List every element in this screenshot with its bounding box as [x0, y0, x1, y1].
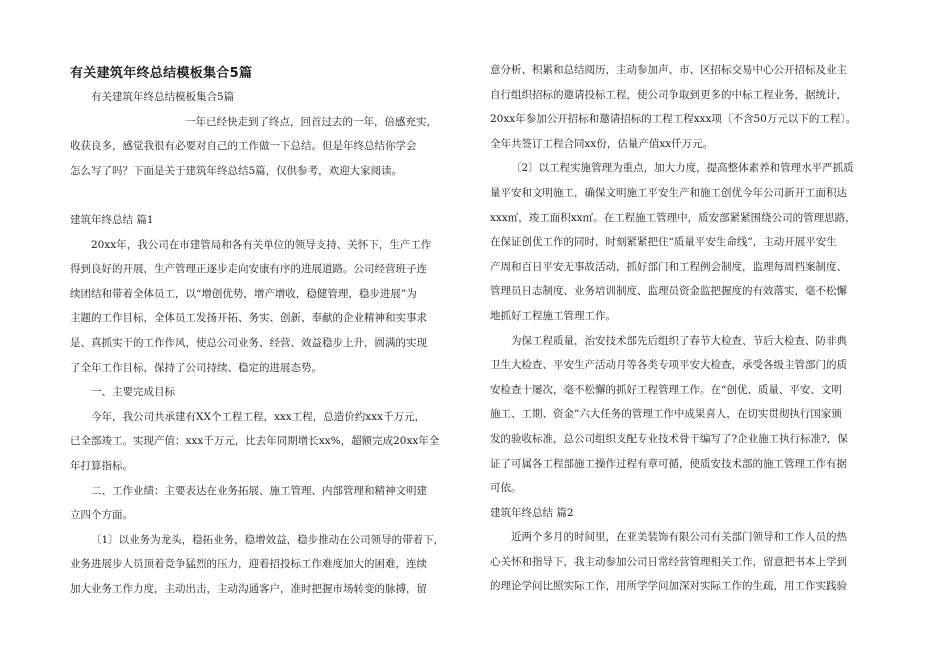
text-line: 续团结和带着全体员工，以“增创优势，增产增收，稳健管理，稳步进展”为	[70, 287, 417, 300]
text-line: 管理员日志制度、业务培训制度、监理员资金监把握度的有效落实，毫不松懈	[490, 285, 847, 298]
text-line: 量平安和文明施工，确保文明施工平安生产和施工创优今年公司新开工面积达	[490, 186, 847, 199]
text-line: 立四个方面。	[70, 509, 133, 522]
text-line: 怎么写了吗？下面是关于建筑年终总结5篇，仅供参考，欢迎大家阅读。	[70, 164, 403, 177]
text-line: 业务进展步人员顶着竞争猛烈的压力，迎着招投标工作难度加大的困难，连续	[70, 558, 427, 571]
text-line: 为保工程质量，治安技术部先后组织了春节大检查、节后大检查、防非典	[511, 334, 847, 347]
text-line: 了全年工作目标，保持了公司持续、稳定的进展态势。	[70, 361, 322, 374]
text-line: 年打算指标。	[70, 459, 133, 472]
document-title: 有关建筑年终总结模板集合5篇	[70, 66, 253, 81]
text-line: xxx㎡，竣工面积xx㎡。在工程施工管理中，质安部紧紧围绕公司的管理思路，	[490, 211, 856, 224]
left-text-block	[70, 85, 462, 601]
text-line: 二、工作业绩：主要表达在业务拓展、施工管理、内部管理和精神文明建	[91, 484, 427, 497]
text-line: 〔1〕以业务为龙头，稳拓业务，稳增效益，稳步推动在公司领导的带着下，	[91, 533, 445, 546]
left-column	[70, 58, 462, 601]
text-line: 一、主要完成目标	[91, 386, 175, 399]
right-text-block	[490, 58, 882, 599]
text-line: 意分析、积累和总结阅历，主动参加声、市、区招标交易中心公开招标及业主	[490, 64, 847, 76]
text-line: 可依。	[490, 482, 522, 495]
text-line: 20xx年参加公开招标和邀请招标的工程工程xxx项〔不含50万元以下的工程〕。	[490, 113, 857, 126]
right-column	[490, 58, 882, 599]
text-line: 建筑年终总结 篇1	[70, 213, 154, 226]
text-line: 产周和百日平安无事故活动，抓好部门和工程例会制度，监理每周档案制度、	[490, 260, 847, 273]
text-line: 今年，我公司共承建有XX个工程工程，xxx工程，总造价约xxx千万元，	[91, 410, 425, 423]
text-line: 自行组织招标的邀请投标工程，使公司争取到更多的中标工程业务，据统计，	[490, 88, 847, 101]
text-line: 施工、工期、资金”六大任务的管理工作中成果喜人，在切实贯彻执行国家颁	[490, 408, 842, 421]
text-line: 近两个多月的时间里，在亚美装饰有限公司有关部门领导和工作人员的热	[511, 531, 847, 544]
text-line: 已全部竣工。实现产值：xxx千万元，比去年同期增长xx%，超额完成20xx年全	[70, 435, 440, 448]
text-line: 心关怀和指导下，我主动参加公司日常经营管理相关工作，留意把书本上学到	[490, 555, 847, 568]
text-line: 加大业务工作力度，主动出击，主动沟通客户，准时把握市场转变的脉搏，留	[70, 582, 427, 595]
text-line: 地抓好工程施工管理工作。	[490, 309, 616, 322]
text-line: 的理论学问比照实际工作，用所学学问加深对实际工作的生疏，用工作实践验	[490, 580, 847, 593]
text-line: 有关建筑年终总结模板集合5篇	[91, 91, 235, 103]
text-line: 在保证创优工作的同时，时刻紧紧把住“质量平安生命线”，主动开展平安生	[490, 236, 837, 249]
text-line: 收获良多，感觉我很有必要对自己的工作做一下总结。但是年终总结你学会	[70, 140, 417, 153]
text-line: 得到良好的开展，生产管理正逐步走向安康有序的进展道路。公司经营班子连	[70, 263, 427, 276]
text-line: 全年共签订工程合同xx份，估量产值xx仟万元。	[490, 137, 714, 150]
text-line: 一年已经快走到了终点，回首过去的一年，倍感充实，	[185, 115, 437, 128]
text-line: 〔2〕以工程实施管理为重点，加大力度，提高整体素养和管理水平严抓质	[511, 162, 854, 175]
text-line: 20xx年，我公司在市建管局和各有关单位的领导支持、关怀下，生产工作	[91, 238, 432, 251]
text-line: 卫生大检查、平安生产活动月等各类专项平安大检查，承受各级主管部门的质	[490, 359, 847, 372]
text-line: 是、真抓实干的工作作风，使总公司业务、经营、效益稳步上升，圆满的实现	[70, 336, 427, 349]
text-line: 主题的工作目标，全体员工发扬开拓、务实、创新、奉献的企业精神和实事求	[70, 312, 427, 325]
text-line: 发的验收标准，总公司组织支配专业技术骨干编写了?企业施工执行标准?，保	[490, 432, 848, 445]
paragraph-gap	[70, 183, 462, 208]
text-line: 证了可属各工程部施工操作过程有章可循，使质安技术部的施工管理工作有据	[490, 457, 847, 470]
text-line: 建筑年终总结 篇2	[490, 506, 574, 519]
text-line: 安检查十屡次，毫不松懈的抓好工程管理工作。在“创优、质量、平安、文明	[490, 383, 842, 396]
